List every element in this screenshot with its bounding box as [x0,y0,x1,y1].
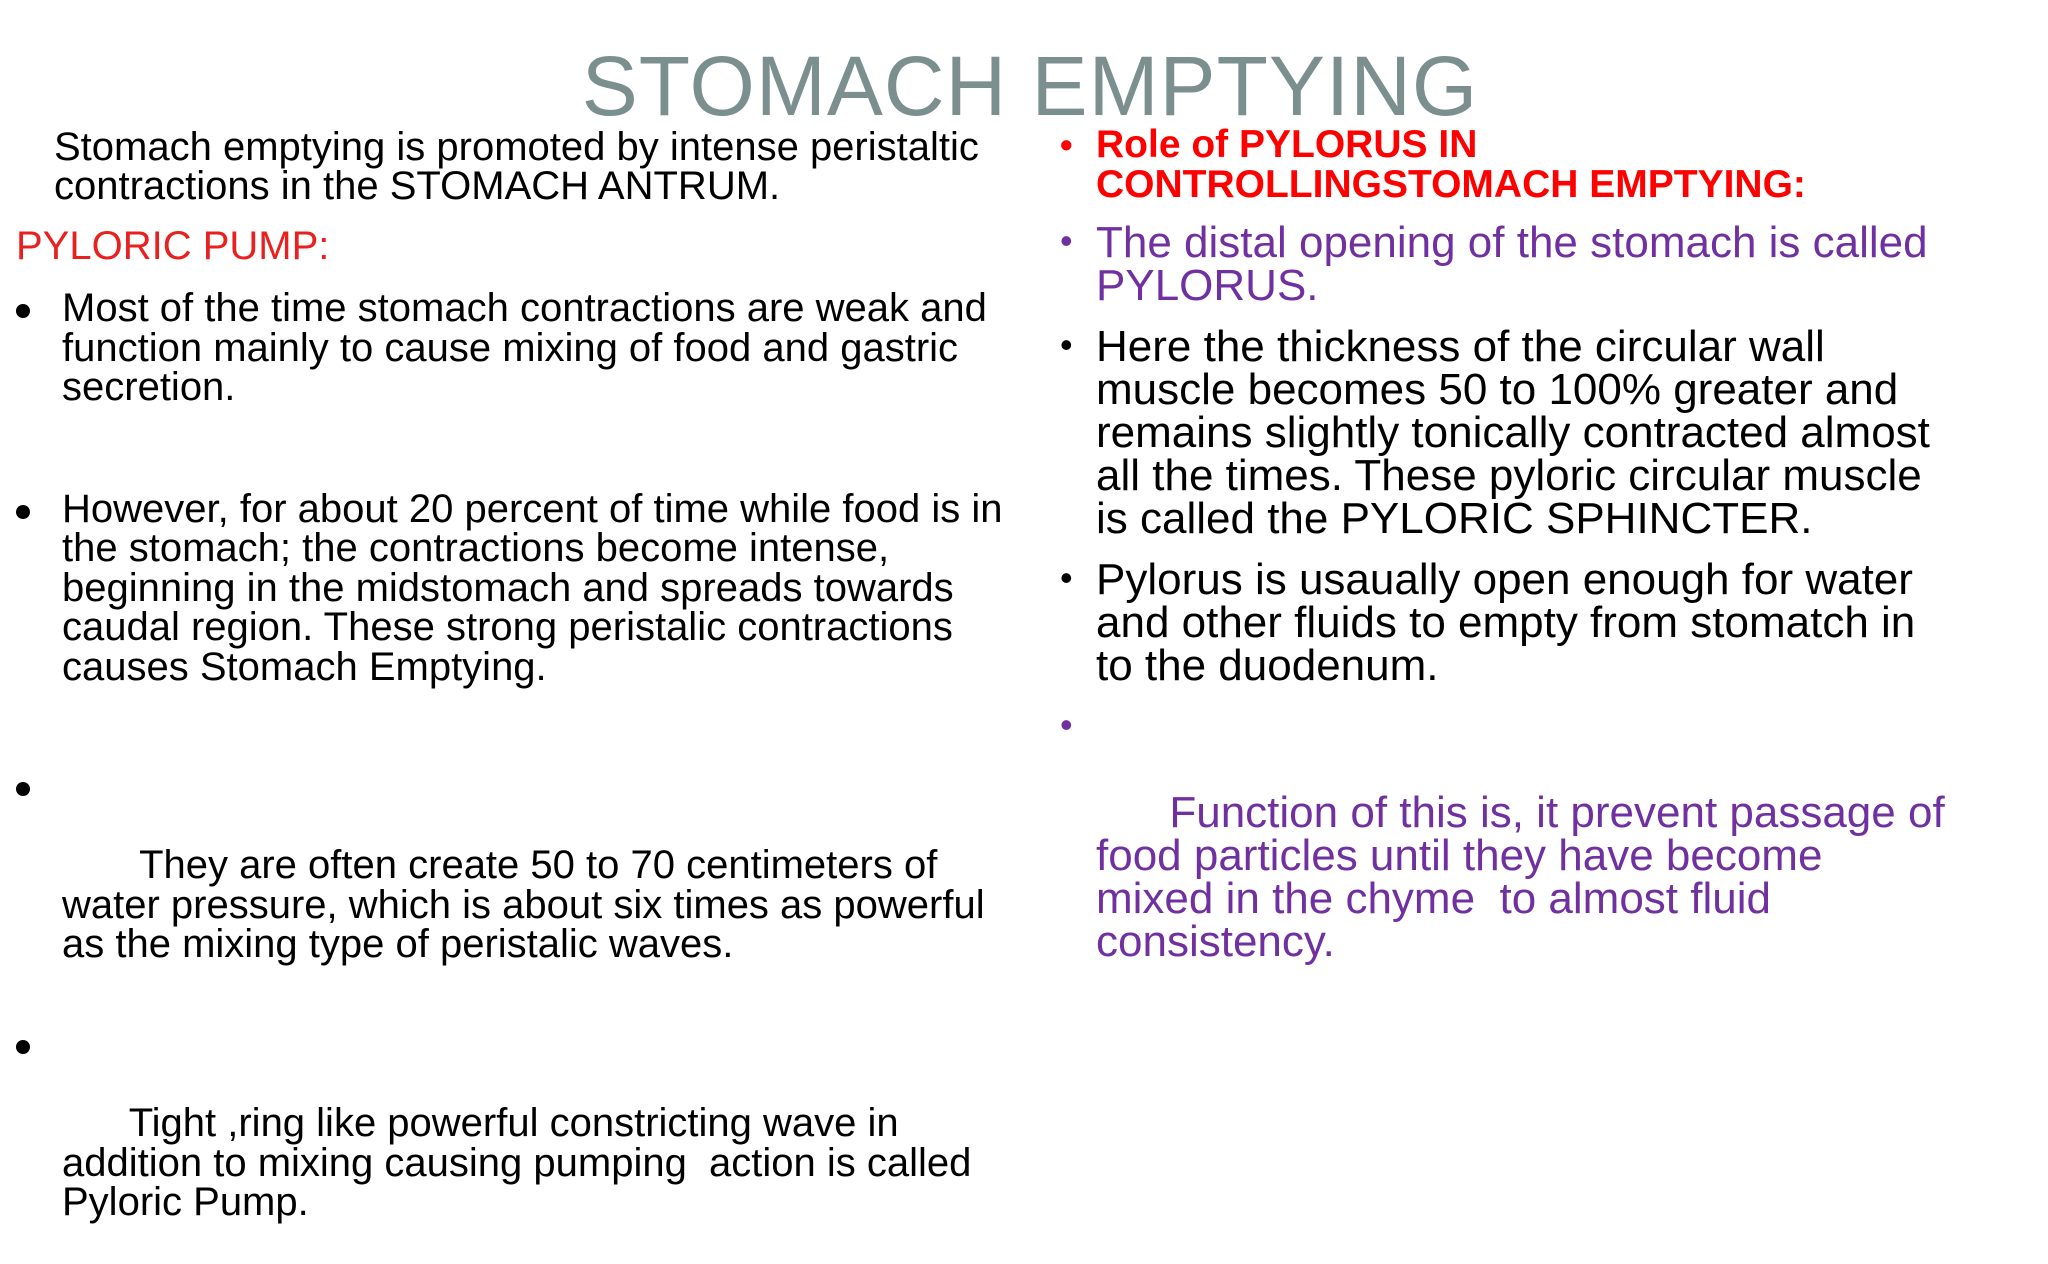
left-bullet-text: Tight ,ring like powerful constricting wave in addition to mixing causing pumping action is called Pyloric Pump. [62,1101,983,1224]
bullet-dot-icon: • [1060,220,1073,261]
left-column [16,125,1026,1262]
bullet-dot-icon: • [1060,704,1073,745]
right-column [1052,123,1957,1006]
bullet-dot-icon [16,1040,30,1054]
pylorus-role-heading: Role of PYLORUS IN CONTROLLINGSTOMACH EMPTYING: [1096,123,1806,206]
right-bullet-5 [1052,704,1957,1006]
bullet-dot-icon [16,505,30,519]
right-bullet-1 [1052,125,1952,205]
right-bullet-text: Here the thickness of the circular wall muscle becomes 50 to 100% greater and remains slightly tonically contracted almost all the times. These pyloric circular muscle is called the PYLORIC SPHINCTER. [1096,322,1930,543]
right-bullet-2 [1052,218,1952,310]
bullet-dot-icon: • [1060,324,1073,365]
bullet-dot-icon: • [1060,557,1073,598]
left-bullet-3 [16,767,1026,1004]
left-bullet-text: They are often create 50 to 70 centimeters of water pressure, which is about six times as powerful as the mixing type of peristalic waves. [62,843,996,966]
intro-text: Stomach emptying is promoted by intense peristaltic contractions in the STOMACH ANTRUM. [54,125,979,208]
left-bullet-4 [16,1025,1026,1262]
bullet-dot-icon: • [1060,124,1073,165]
left-bullet-2 [16,486,1026,689]
pyloric-pump-heading: PYLORIC PUMP: [16,224,330,268]
right-bullet-3 [1052,322,1952,543]
bullet-dot-icon [16,304,30,318]
right-bullet-text: Pylorus is usaually open enough for water and other fluids to empty from stomatch in to the duodenum. [1096,555,1916,690]
left-bullet-text: However, for about 20 percent of time while food is in the stomach; the contractions become intense, beginning in the midstomach and spreads towards caudal region. These strong peristalic contractions causes Stomach Emptying. [62,486,1003,689]
right-bullet-4 [1052,555,1952,690]
right-bullet-text: The distal opening of the stomach is called PYLORUS. [1096,218,1928,310]
right-bullet-text: Function of this is, it prevent passage of food particles until they have become mixed in the chyme to almost fluid consistency. [1096,788,1957,966]
slide-title: STOMACH EMPTYING [581,39,1479,133]
left-bullet-1 [16,286,1026,409]
bullet-dot-icon [16,782,30,796]
left-bullet-text: Most of the time stomach contractions are weak and function mainly to cause mixing of food and gastric secretion. [62,286,987,409]
